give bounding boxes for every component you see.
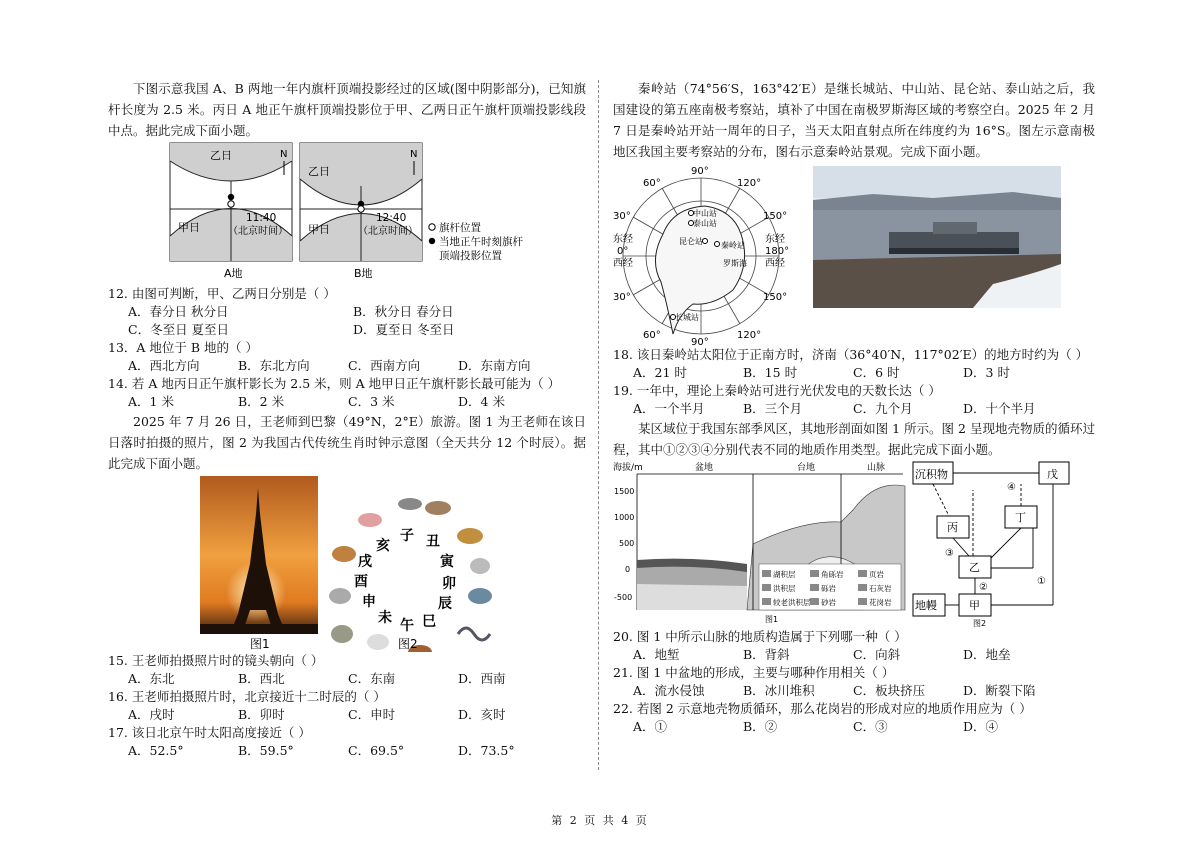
svg-text:东经: 东经 — [613, 234, 633, 245]
intro-geology: 某区域位于我国东部季风区，其地形剖面如图 1 所示。图 2 呈现地壳物质的循环过程，其中①②③④分别代表不同的地质作用类型。据此完成下面小题。 — [613, 421, 1095, 457]
svg-text:图1: 图1 — [765, 615, 779, 624]
svg-text:①: ① — [1037, 576, 1046, 587]
svg-text:1000: 1000 — [614, 513, 635, 522]
option[interactable]: B．冰川堆积 — [743, 683, 815, 698]
option[interactable]: B．15 时 — [743, 365, 798, 380]
ross-label: 罗斯海 — [723, 259, 747, 268]
q21-options — [633, 682, 1095, 700]
shichen-hai: 亥 — [376, 538, 390, 554]
shichen-chou: 丑 — [426, 534, 440, 550]
svg-text:1500: 1500 — [614, 487, 635, 496]
option[interactable]: A．21 时 — [633, 365, 687, 380]
option[interactable]: C．西南方向 — [348, 358, 421, 373]
option[interactable]: C．九个月 — [853, 401, 913, 416]
shadow-figure — [168, 141, 586, 283]
fig1-caption: 图1 — [250, 637, 270, 651]
option[interactable]: B．东北方向 — [238, 358, 310, 373]
svg-text:戊: 戊 — [1047, 468, 1058, 481]
svg-text:180°: 180° — [765, 246, 790, 257]
svg-text:地幔: 地幔 — [915, 599, 937, 612]
svg-text:甲: 甲 — [969, 599, 980, 612]
svg-text:东经: 东经 — [765, 234, 785, 245]
svg-text:0: 0 — [625, 565, 631, 574]
right-column — [613, 78, 1095, 736]
shichen-yin: 寅 — [440, 554, 454, 570]
fig2-caption: 图2 — [398, 637, 418, 651]
option[interactable]: B．② — [743, 719, 778, 734]
shichen-mao: 卯 — [442, 576, 456, 592]
svg-text:30°: 30° — [613, 211, 631, 222]
svg-text:湖积层: 湖积层 — [773, 570, 796, 579]
q14-options — [128, 393, 586, 411]
bjtime-b: （北京时间） — [358, 226, 418, 237]
shichen-si: 巳 — [422, 614, 436, 630]
svg-text:500: 500 — [619, 539, 635, 548]
option[interactable]: A．西北方向 — [128, 358, 200, 373]
option[interactable]: C．申时 — [348, 707, 396, 722]
q16-stem: 16. 王老师拍摄照片时，北京接近十二时辰的（ ） — [108, 689, 386, 704]
intro-shadow: 下图示意我国 A、B 两地一年内旗杆顶端投影经过的区域(图中阴影部分)，已知旗杆长度为 2.5 米。丙日 A 地正午旗杆顶端投影位于甲、乙两日正午旗杆顶端投影线段中点。据此完成下面小题。 — [108, 81, 586, 138]
time-a: 11:40 — [246, 212, 277, 224]
svg-text:西经: 西经 — [765, 258, 785, 269]
intro-qinling: 秦岭站（74°56′S，163°42′E）是继长城站、中山站、昆仑站、泰山站之后，我国建设的第五座南极考察站，填补了中国在南极罗斯海区域的考察空白。2025 年 2 月 7 日是秦岭站开站一周年的日子，当天太阳直射点所在纬度约为 16°S。图左示意南极地区我国主要考察站的分布，图右示意秦岭站景观。完成下面小题。 — [613, 81, 1095, 159]
legend-ab — [429, 221, 524, 262]
option[interactable]: D．3 时 — [963, 365, 1010, 380]
svg-text:盆地: 盆地 — [695, 463, 714, 473]
kunlun-label: 昆仑站 — [679, 237, 703, 246]
shichen-shen: 申 — [362, 594, 376, 610]
svg-text:60°: 60° — [643, 330, 661, 341]
svg-text:120°: 120° — [737, 330, 762, 341]
option[interactable]: B．三个月 — [743, 401, 803, 416]
svg-text:山脉: 山脉 — [867, 463, 886, 473]
option[interactable]: C．69.5° — [348, 743, 405, 758]
option[interactable]: D．东南方向 — [458, 358, 531, 373]
svg-text:沉积物: 沉积物 — [915, 468, 948, 481]
option[interactable]: D．4 米 — [458, 394, 505, 409]
svg-text:丁: 丁 — [1015, 511, 1026, 524]
svg-text:150°: 150° — [763, 292, 788, 303]
q18-options — [633, 364, 1095, 382]
option[interactable]: A．戌时 — [128, 707, 175, 722]
svg-text:海拔/m: 海拔/m — [613, 463, 643, 473]
option[interactable]: C．③ — [853, 719, 888, 734]
box-b — [300, 143, 422, 280]
option[interactable]: A．一个半月 — [633, 401, 705, 416]
option[interactable]: A．1 米 — [128, 394, 174, 409]
option[interactable]: D．夏至日 冬至日 — [353, 322, 455, 337]
svg-text:较老洪积层: 较老洪积层 — [773, 598, 811, 607]
option[interactable]: B．西北 — [238, 671, 285, 686]
svg-text:台地: 台地 — [797, 463, 816, 473]
svg-text:页岩: 页岩 — [869, 570, 884, 579]
intro-paris: 2025 年 7 月 26 日，王老师到巴黎（49°N，2°E）旅游。图 1 为王老师在该日日落时拍摄的照片，图 2 为我国古代传统生肖时钟示意图（全天共分 12 个时辰）。据此完成下面小题。 — [108, 414, 586, 471]
svg-text:角砾岩: 角砾岩 — [821, 570, 844, 579]
q13-options — [128, 357, 586, 375]
option[interactable]: A．春分日 秋分日 — [128, 304, 229, 319]
option[interactable]: B．2 米 — [238, 394, 285, 409]
option[interactable]: C．向斜 — [853, 647, 901, 662]
antarctica-map — [623, 178, 779, 334]
jiari-a: 甲日 — [178, 221, 200, 234]
column-divider — [598, 80, 599, 770]
q17-stem: 17. 该日北京午时太阳高度接近（ ） — [108, 725, 311, 740]
option[interactable]: D．73.5° — [458, 743, 515, 758]
legend-shadow-1: 当地正午时刻旗杆 — [439, 236, 523, 248]
north-b: N — [410, 149, 418, 160]
q19-options — [633, 400, 1095, 418]
label-a: A地 — [224, 267, 243, 280]
terrain-profile — [613, 461, 905, 624]
q12-options — [128, 303, 586, 321]
svg-text:60°: 60° — [643, 178, 661, 189]
option[interactable]: B．59.5° — [238, 743, 294, 758]
q20-options — [633, 646, 1095, 664]
qinling-station-photo — [813, 166, 1061, 308]
eiffel-photo — [200, 476, 318, 634]
label-b: B地 — [354, 267, 373, 280]
zodiac-clock — [354, 528, 456, 634]
shichen-you: 酉 — [354, 574, 368, 590]
antarctica-figures — [613, 164, 1095, 346]
paris-images — [108, 474, 586, 652]
option[interactable]: A．① — [633, 719, 668, 734]
option[interactable]: D．地垒 — [963, 647, 1011, 662]
svg-text:②: ② — [979, 582, 988, 593]
svg-text:③: ③ — [945, 548, 954, 559]
option[interactable]: C．板块挤压 — [853, 683, 926, 698]
shichen-zi: 子 — [400, 528, 414, 544]
rock-cycle — [913, 462, 1069, 628]
antarctica-images — [613, 164, 1095, 346]
svg-text:砾岩: 砾岩 — [821, 584, 836, 593]
changcheng-label: 长城站 — [675, 313, 699, 322]
jiari-b: 甲日 — [308, 223, 330, 236]
svg-text:30°: 30° — [613, 292, 631, 303]
svg-text:西经: 西经 — [613, 258, 633, 269]
taishan-label: 泰山站 — [693, 219, 717, 228]
yiri-b: 乙日 — [308, 165, 330, 178]
north-a: N — [280, 149, 288, 160]
shichen-chen: 辰 — [438, 596, 452, 612]
q12-stem: 12. 由图可判断，甲、乙两日分别是（ ） — [108, 286, 336, 301]
q21-stem: 21. 图 1 中盆地的形成，主要与哪种作用相关（ ） — [613, 665, 895, 680]
q19-stem: 19. 一年中，理论上秦岭站可进行光伏发电的天数长达（ ） — [613, 383, 941, 398]
option[interactable]: A．地堑 — [633, 647, 680, 662]
q15-stem: 15. 王老师拍摄照片时的镜头朝向（ ） — [108, 653, 324, 668]
svg-text:洪积层: 洪积层 — [773, 584, 796, 593]
bjtime-a: （北京时间） — [228, 226, 288, 237]
svg-text:丙: 丙 — [947, 521, 958, 534]
q18-stem: 18. 该日秦岭站太阳位于正南方时，济南（36°40′N，117°02′E）的地方时约为（ ） — [613, 347, 1089, 362]
left-column — [108, 78, 586, 760]
page-footer: 第 2 页 共 4 页 — [551, 814, 649, 827]
zhongshan-label: 中山站 — [693, 209, 717, 218]
svg-text:乙: 乙 — [969, 561, 980, 574]
svg-text:90°: 90° — [691, 337, 709, 346]
q22-options — [633, 718, 1095, 736]
svg-text:④: ④ — [1007, 482, 1016, 493]
q20-stem: 20. 图 1 中所示山脉的地质构造属于下列哪一种（ ） — [613, 629, 907, 644]
paris-figures — [108, 474, 586, 652]
option[interactable]: D．亥时 — [458, 707, 506, 722]
box-a — [170, 143, 292, 280]
svg-text:0°: 0° — [617, 246, 629, 257]
option[interactable]: B．背斜 — [743, 647, 790, 662]
legend-pole: 旗杆位置 — [439, 222, 481, 234]
shichen-wu: 午 — [400, 618, 414, 634]
option[interactable]: D．十个半月 — [963, 401, 1036, 416]
q13-stem: 13．A 地位于 B 地的（ ） — [108, 340, 259, 355]
shadow-diagram — [168, 141, 588, 283]
option[interactable]: A．52.5° — [128, 743, 184, 758]
option[interactable]: C．冬至日 夏至日 — [128, 322, 230, 337]
q16-options — [128, 706, 586, 724]
q15-options — [128, 670, 586, 688]
legend-shadow-2: 顶端投影位置 — [439, 250, 502, 262]
yiri-a: 乙日 — [210, 149, 232, 162]
svg-text:石灰岩: 石灰岩 — [869, 584, 892, 593]
option[interactable]: A．东北 — [128, 671, 175, 686]
q14-stem: 14. 若 A 地丙日正午旗杆影长为 2.5 米，则 A 地甲日正午旗杆影长最可能为（ ） — [108, 376, 561, 391]
svg-text:-500: -500 — [614, 593, 633, 602]
option[interactable]: C．6 时 — [853, 365, 900, 380]
time-b: 12:40 — [376, 212, 407, 224]
shichen-wei: 未 — [378, 610, 392, 626]
option[interactable]: D．西南 — [458, 671, 506, 686]
option[interactable]: B．卯时 — [238, 707, 285, 722]
geology-figures — [613, 460, 1095, 628]
svg-text:砂岩: 砂岩 — [821, 598, 836, 607]
option[interactable]: A．流水侵蚀 — [633, 683, 705, 698]
option[interactable]: D．断裂下陷 — [963, 683, 1036, 698]
shichen-xu: 戌 — [358, 554, 372, 570]
q17-options — [128, 742, 586, 760]
svg-text:120°: 120° — [737, 178, 762, 189]
option[interactable]: D．④ — [963, 719, 999, 734]
svg-text:150°: 150° — [763, 211, 788, 222]
option[interactable]: B．秋分日 春分日 — [353, 304, 454, 319]
qinling-label: 秦岭站 — [721, 241, 745, 250]
option[interactable]: C．东南 — [348, 671, 396, 686]
option[interactable]: C．3 米 — [348, 394, 395, 409]
svg-text:花岗岩: 花岗岩 — [869, 598, 892, 607]
q22-stem: 22. 若图 2 示意地壳物质循环，那么花岗岩的形成对应的地质作用应为（ ） — [613, 701, 1032, 716]
svg-text:图2: 图2 — [973, 619, 987, 628]
geology-diagrams — [613, 460, 1095, 628]
svg-text:90°: 90° — [691, 166, 709, 177]
